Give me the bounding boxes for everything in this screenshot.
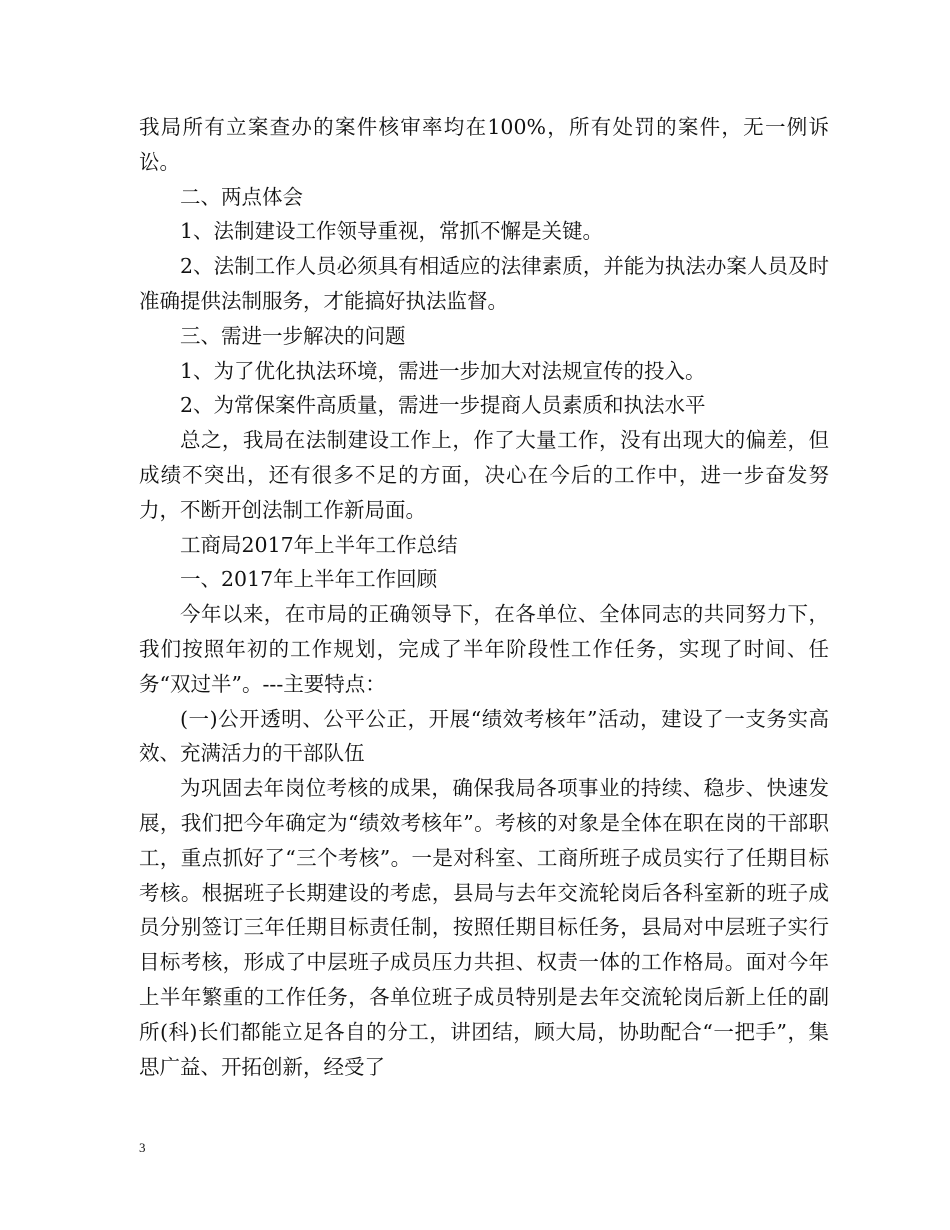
document-body bbox=[139, 110, 829, 1084]
heading-problems-to-solve: 三、需进一步解决的问题 bbox=[180, 323, 406, 348]
heading-two-experiences: 二、两点体会 bbox=[180, 184, 303, 209]
page-number: 3 bbox=[139, 1140, 146, 1155]
section-title-work-summary: 工商局2017年上半年工作总结 bbox=[180, 532, 458, 557]
paragraph-overview: 今年以来，在市局的正确领导下，在各单位、全体同志的共同努力下，我们按照年初的工作规划，完成了半年阶段性工作任务，实现了时间、任务“双过半”。---主要特点： bbox=[139, 602, 829, 696]
paragraph-experience-2: 2、法制工作人员必须具有相适应的法律素质，并能为执法办案人员及时准确提供法制服务，才能搞好执法监督。 bbox=[139, 254, 829, 313]
paragraph-experience-1: 1、法制建设工作领导重视，常抓不懈是关键。 bbox=[180, 219, 604, 244]
paragraph-conclusion: 总之，我局在法制建设工作上，作了大量工作，没有出现大的偏差，但成绩不突出，还有很多不足的方面，决心在今后的工作中，进一步奋发努力，不断开创法制工作新局面。 bbox=[139, 428, 829, 522]
paragraph-performance-assessment: 为巩固去年岗位考核的成果，确保我局各项事业的持续、稳步、快速发展，我们把今年确定为“绩效考核年”。考核的对象是全体在职在岗的干部职工，重点抓好了“三个考核”。一是对科室、工商所班子成员实行了任期目标考核。根据班子长期建设的考虑，县局与去年交流轮岗后各科室新的班子成员分别签订三年任期目标责任制，按照任期目标任务，县局对中层班子实行目标考核，形成了中层班子成员压力共担、权责一体的工作格局。面对今年上半年繁重的工作任务，各单位班子成员特别是去年交流轮岗后新上任的副所(科)长们都能立足各自的分工，讲团结，顾大局，协助配合“一把手”，集思广益、开拓创新，经受了 bbox=[139, 776, 829, 1079]
subheading-performance-year: (一)公开透明、公平公正，开展“绩效考核年”活动，建设了一支务实高效、充满活力的干部队伍 bbox=[139, 706, 829, 766]
paragraph-case-review-rate: 我局所有立案查办的案件核审率均在100%，所有处罚的案件，无一例诉讼。 bbox=[139, 115, 829, 174]
paragraph-problem-2: 2、为常保案件高质量，需进一步提商人员素质和执法水平 bbox=[180, 393, 706, 418]
paragraph-problem-1: 1、为了优化执法环境，需进一步加大对法规宣传的投入。 bbox=[180, 358, 706, 383]
heading-work-review: 一、2017年上半年工作回顾 bbox=[180, 567, 438, 592]
